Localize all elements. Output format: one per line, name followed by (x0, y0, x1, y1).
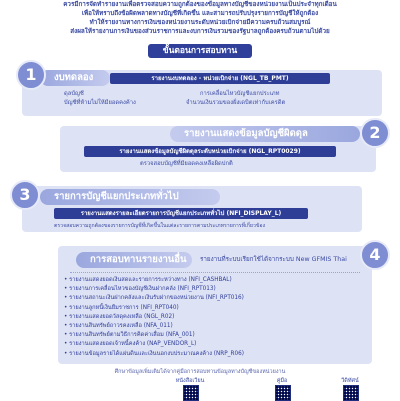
intro-line: ควรมีการจัดทำรายงานเพื่อตรวจสอบความถูกต้องของข้อมูลทางบัญชีของหน่วยงานเป็นประจำทุกเดือน (63, 1, 337, 8)
list-item: • รายงานแสดงยอดวัสดุคงเหลือ (NGL_R02) (64, 313, 364, 322)
list-item: • รายงานลูกหนี้เงินยืมราชการ (NFI_RPT040) (64, 304, 364, 313)
intro-text (0, 0, 400, 38)
main-title: ขั้นตอนการสอบทาน (148, 44, 252, 58)
qr-code-icon[interactable] (275, 385, 291, 401)
step1-report-code: รายงานงบทดลอง - หน่วยเบิกจ่าย (NGL_TB_PMT) (110, 73, 330, 84)
list-item: • รายงานสินทรัพย์ตามวิธีการคิดค่าเสื่อม (NFA_001) (64, 331, 364, 340)
step3-banner: รายการบัญชีแยกประเภททั่วไป (40, 189, 220, 205)
step4-banner: การสอบทานรายงานอื่น (76, 252, 192, 268)
step4-badge: 4 (360, 240, 390, 270)
footer-note: ศึกษาข้อมูลเพิ่มเติมได้จากคู่มือการสอบทานข้อมูลทางบัญชีของหน่วยงาน (114, 369, 286, 375)
list-item: • รายงานข้อมูลรายได้แผ่นดินและเงินนอกงบประมาณคงค้าง (NRP_R06) (64, 350, 364, 359)
step3-badge: 3 (10, 180, 40, 210)
list-item: • รายงานสถานะเงินฝากคลังและเงินรับฝากของหน่วยงาน (NFI_RPT016) (64, 294, 364, 303)
intro-line: ส่งผลให้รายงานการเงินของส่วนราชการและงบการเงินรวมของรัฐบาลถูกต้องครบถ้วนตามไปด้วย (70, 28, 330, 35)
list-item: • รายงานแสดงยอดเงินสดและรายการระหว่างทาง (NFI_CASHBAL) (64, 276, 364, 285)
intro-line: ทำให้รายงานทางการเงินของหน่วยงานระดับหน่วยเบิกจ่ายมีความครบถ้วนสมบูรณ์ (89, 19, 311, 26)
step1-badge: 1 (16, 60, 46, 90)
step2-line: ตรวจสอบบัญชีที่มียอดคงเหลือผิดปกติ (140, 161, 233, 167)
step2-report-code: รายงานแสดงข้อมูลบัญชีผิดดุลระดับหน่วยเบิกจ่าย (NGL_RPT0029) (84, 146, 336, 157)
qr-code-icon[interactable] (183, 385, 199, 401)
step3-line: ตรวจสอบความถูกต้องของรายการบัญชีที่เกิดขึ้นในแต่ละรายการตามประเภทรายการที่เกี่ยวข้อง (54, 223, 266, 229)
qr-label-video: วีดิทัศน์ (341, 378, 359, 384)
qr-label-manual: คู่มือ (276, 378, 288, 384)
step4-divider (70, 272, 360, 273)
step2-banner: รายงานแสดงข้อมูลบัญชีผิดดุล (170, 126, 360, 142)
qr-code-icon[interactable] (343, 385, 359, 401)
step1-right-line: การเคลื่อนไหวบัญชีแยกประเภท (200, 91, 280, 97)
step1-left-line: ดุลบัญชี (64, 91, 84, 97)
step3-report-code: รายงานแสดงรายละเอียดรายการบัญชีแยกประเภททั่วไป (NFI_DISPLAY_L) (54, 208, 308, 219)
step1-banner: งบทดลอง (40, 70, 110, 86)
step1-left-line: บัญชีที่ห้ามไม่ให้มียอดคงค้าง (64, 100, 136, 106)
step4-note: รายงานที่ระบบเรียกใช้ได้จากระบบ New GFMIS Thai (200, 256, 347, 263)
step2-badge: 2 (360, 118, 390, 148)
step4-report-list (64, 276, 364, 359)
step1-right-line: จำนวนเงินรวมของฝั่งเดบิตเท่ากับเครดิต (186, 100, 286, 106)
list-item: • รายงานการเคลื่อนไหวของบัญชีเงินฝากคลัง (NFI_RPT013) (64, 285, 364, 294)
qr-label-circular: หนังสือเวียน (175, 378, 205, 384)
intro-line: เพื่อให้ทราบถึงข้อผิดพลาดทางบัญชีที่เกิดขึ้น และสามารถปรับปรุงรายการบัญชีให้ถูกต้อง (81, 10, 319, 17)
list-item: • รายงานสินทรัพย์ถาวรคงเหลือ (NFA_011) (64, 322, 364, 331)
list-item: • รายงานแสดงยอดเจ้าหนี้คงค้าง (NAP_VENDOR_L) (64, 340, 364, 349)
